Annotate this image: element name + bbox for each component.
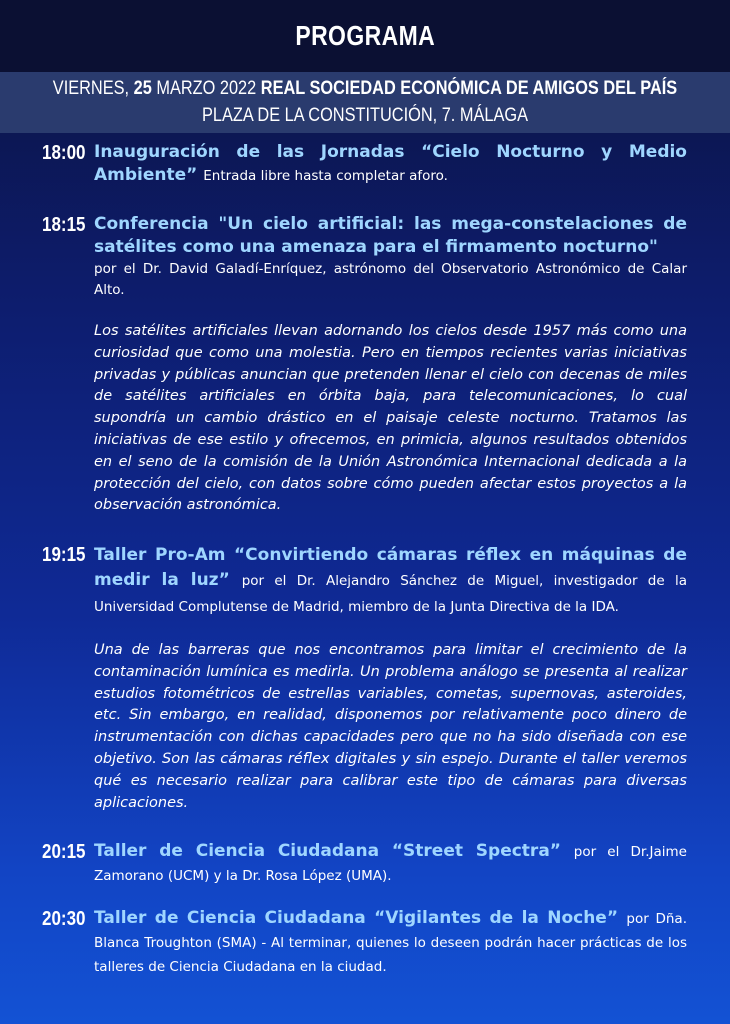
venue-name: REAL SOCIEDAD ECONÓMICA DE AMIGOS DEL PAÍS — [260, 78, 678, 99]
event-abstract: Una de las barreras que nos encontramos para limitar el crecimiento de la contaminación lumínica es medirla. Un problema análogo se presenta al realizar estudios fotométricos de estrellas variables, cometas, supernovas, asteroides, etc. Sin embargo, en realidad, disponemos por relativamente poco dinero de instrumentación con dichas capacidades pero que no ha sido diseñada con ese objetivo. Son las cámaras réflex digitales y sin espejo. Durante el taller veremos qué es necesario realizar para calibrar este tipo de cámaras para diversas aplicaciones. — [94, 642, 687, 811]
event-time: 18:00 — [42, 142, 86, 164]
event-byline: por el Dr.Jaime Zamorano (UCM) y la Dr. Rosa López (UMA). — [94, 844, 687, 884]
venue-month-year: MARZO 2022 — [156, 78, 257, 99]
event-title — [94, 907, 687, 979]
venue-date-num: 25 — [133, 78, 152, 99]
event-title-text: Taller Pro-Am “Convirtiendo cámaras réflex en máquinas de medir la luz” — [94, 545, 687, 590]
event-title-text: Taller de Ciencia Ciudadana “Vigilantes de la Noche” — [94, 908, 619, 928]
event-note: Entrada libre hasta completar aforo. — [203, 168, 448, 184]
event-body — [94, 141, 687, 188]
event-time: 20:15 — [42, 841, 86, 863]
event-time: 18:15 — [42, 214, 86, 236]
event-title-text: Inauguración de las Jornadas “Cielo Nocturno y Medio Ambiente” — [94, 142, 687, 185]
event-title — [94, 543, 687, 620]
event-byline: por Dña. Blanca Troughton (SMA) - Al terminar, quienes lo deseen podrán hacer prácticas de los talleres de Ciencia Ciudadana en la ciudad. — [94, 911, 687, 975]
event-byline: por el Dr. David Galadí-Enríquez, astrónomo del Observatorio Astronómico de Calar Alto. — [94, 261, 687, 298]
event-title: Conferencia "Un cielo artificial: las mega-constelaciones de satélites como una amenaza para el firmamento nocturno" — [94, 214, 687, 257]
header-bar — [0, 0, 730, 72]
event-time: 19:15 — [42, 544, 86, 566]
event-title-text: Taller de Ciencia Ciudadana “Street Spectra” — [94, 841, 561, 861]
event-body — [94, 213, 687, 517]
event-abstract: Los satélites artificiales llevan adornando los cielos desde 1957 más como una curiosidad que como una molestia. Pero en tiempos recientes varias iniciativas privadas y públicas anuncian que pretenden llenar el cielo con decenas de miles de satélites artificiales en órbita baja, para telecomunicaciones, lo cual supondría un cambio drástico en el paisaje celeste nocturno. Tratamos las iniciativas de ese estilo y ofrecemos, en primicia, algunos resultados obtenidos en el seno de la comisión de la Unión Astronómica Internacional dedicada a la protección del cielo, con datos sobre cómo pueden afectar estos proyectos a la observación astronómica. — [94, 323, 687, 514]
event-body — [94, 543, 687, 814]
event-body — [94, 840, 687, 888]
venue-day: VIERNES, — [52, 78, 130, 99]
event-title — [94, 141, 687, 188]
page-title: PROGRAMA — [295, 20, 435, 51]
event-title — [94, 840, 687, 888]
venue-address: PLAZA DE LA CONSTITUCIÓN, 7. MÁLAGA — [202, 105, 528, 126]
event-byline: por el Dr. Alejandro Sánchez de Miguel, investigador de la Universidad Complutense de Madrid, miembro de la Junta Directiva de la IDA. — [94, 573, 687, 615]
venue-line-1 — [51, 75, 679, 102]
event-body — [94, 907, 687, 979]
venue-banner — [0, 72, 730, 133]
event-time: 20:30 — [42, 908, 86, 930]
